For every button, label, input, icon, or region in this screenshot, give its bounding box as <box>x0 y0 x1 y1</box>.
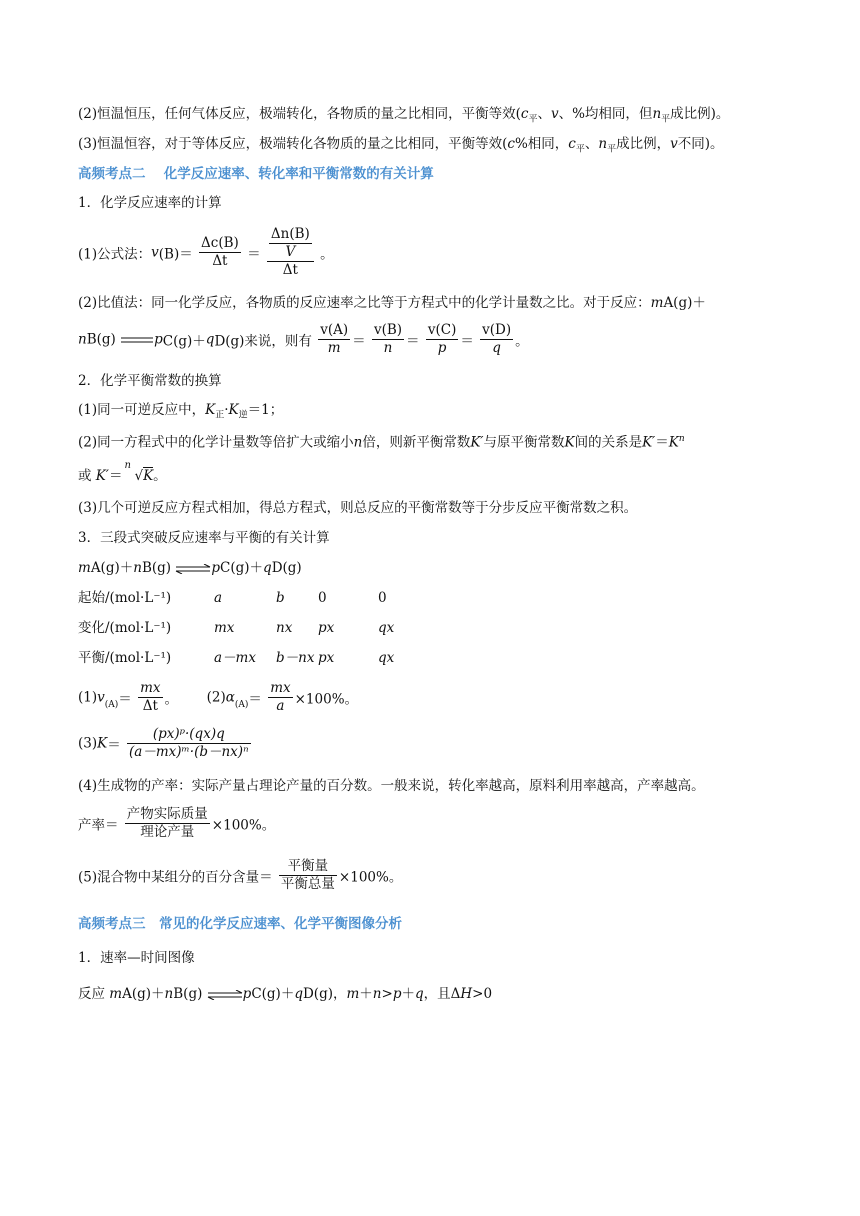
paragraph-constant-volume: (3)恒温恒容，对于等体反应，极端转化各物质的量之比相同，平衡等效(c%相同，$c_平$、$n_平$成比例，v不同)。 <box>78 136 724 155</box>
row-value: 0 <box>318 590 327 606</box>
row-value: mx <box>214 620 235 636</box>
paragraph-ratio-method: (2)比值法：同一化学反应，各物质的反应速率之比等于方程式中的化学计量数之比。对于反应：mA(g)＋ <box>78 295 706 311</box>
row-value: b－nx <box>276 650 315 666</box>
ratio-method-equation: nB(g) pC(g)＋qD(g)来说，则有 $\frac{v(A)}{m}$ ＝ $\frac{v(B)}{n}$ ＝ $\frac{v(C)}{p}$ ＝ $\frac{v(D)}{q}$ 。 <box>78 322 529 356</box>
section-heading-3: 高频考点三 常见的化学反应速率、化学平衡图像分析 <box>78 916 402 932</box>
fraction-vA-m: $\frac{v(A)}{m}$ <box>320 322 349 356</box>
row-label: 变化/(mol·L⁻¹) <box>78 620 172 636</box>
reversible-arrow-icon <box>207 990 243 1000</box>
paragraph-k-product: (1)同一可逆反应中，$K_正\cdot K_逆=1$； <box>78 402 284 421</box>
fraction-percent-content: $\frac{\text{平衡量}}{\text{平衡总量}}$ <box>280 858 335 892</box>
formula-percent-content: (5)混合物中某组分的百分含量＝ $\frac{\text{平衡量}}{\text{平衡总量}}$ ×100%。 <box>78 858 403 892</box>
paragraph-k-root: 或 K′＝ n √K。 <box>78 460 167 484</box>
row-value: a <box>214 590 223 606</box>
row-value: qx <box>378 620 395 636</box>
paragraph-k-sum: (3)几个可逆反应方程式相加，得总方程式，则总反应的平衡常数等于分步反应平衡常数之积。 <box>78 500 638 516</box>
formula-rate-definition: (1)公式法：v(B)＝ $\frac{\Delta c(B)}{\Delta t}$ ＝ $\frac{\frac{\Delta n(B)}{V}}{\Delta t}$ 。 <box>78 226 334 278</box>
row-value: qx <box>378 650 395 666</box>
fraction-mx-a: $\frac{mx}{a}$ <box>270 680 291 714</box>
formula-rate-and-conversion: $(1)v_{(A)}=$ $\frac{mx}{\Delta t}$ 。 $(2)\alpha_{(A)}=$ $\frac{mx}{a}$ ×100%。 <box>78 680 359 714</box>
fraction-vB-n: $\frac{v(B)}{n}$ <box>373 322 403 356</box>
row-value: a－mx <box>214 650 256 666</box>
section-heading-2: 高频考点二 化学反应速率、转化率和平衡常数的有关计算 <box>78 166 434 182</box>
fraction-mx-dt: $\frac{mx}{\Delta t}$ <box>140 680 161 714</box>
subheading-rate-calculation: 1．化学反应速率的计算 <box>78 195 222 211</box>
row-value: 0 <box>378 590 387 606</box>
row-label: 平衡/(mol·L⁻¹) <box>78 650 172 666</box>
subheading-rate-time-graph: 1．速率—时间图像 <box>78 950 195 966</box>
fraction-yield: $\frac{\text{产物实际质量}}{\text{理论产量}}$ <box>126 806 208 840</box>
row-value: px <box>318 650 335 666</box>
paragraph-yield: (4)生成物的产率：实际产量占理论产量的百分数。一般来说，转化率越高，原料利用率越高，产率越高。 <box>78 778 705 794</box>
fraction-vC-p: $\frac{v(C)}{p}$ <box>427 322 457 356</box>
subheading-three-stage: 3．三段式突破反应速率与平衡的有关计算 <box>78 530 330 546</box>
equilibrium-double-line <box>120 335 154 345</box>
paragraph-k-scaling: (2)同一方程式中的化学计量数等倍扩大或缩小n倍，则新平衡常数K′与原平衡常数K间的关系是$K'=K^n$ <box>78 434 685 451</box>
formula-equilibrium-constant: (3)K＝ $\frac{\text{(px)ᵖ·(qx)q}}{\text{(a－mx)ᵐ·(b－nx)ⁿ}}$ <box>78 726 249 760</box>
row-value: px <box>318 620 335 636</box>
reaction-condition-line: 反应 mA(g)＋nB(g) pC(g)＋qD(g)，m＋n>p＋q，且ΔH>0 <box>78 986 493 1002</box>
reversible-arrow-icon <box>175 564 211 574</box>
paragraph-constant-pressure: (2)恒温恒压，任何气体反应，极端转化，各物质的量之比相同，平衡等效($c_平$、v、%均相同，但$n_平$成比例)。 <box>78 106 730 125</box>
formula-yield: 产率＝ $\frac{\text{产物实际质量}}{\text{理论产量}}$ ×100%。 <box>78 806 276 840</box>
subheading-equilibrium-constant: 2．化学平衡常数的换算 <box>78 373 222 389</box>
fraction-vD-q: $\frac{v(D)}{q}$ <box>482 322 512 356</box>
row-label: 起始/(mol·L⁻¹) <box>78 590 172 606</box>
fraction-dc-dt: $\frac{\Delta c(B)}{\Delta t}$ <box>201 235 239 269</box>
fraction-dn-v-dt: $\frac{\frac{\Delta n(B)}{V}}{\Delta t}$ <box>267 226 314 279</box>
row-value: nx <box>276 620 293 636</box>
three-stage-equation: mA(g)＋nB(g) pC(g)＋qD(g) <box>78 560 302 576</box>
row-value: b <box>276 590 285 606</box>
fraction-k-expression: $\frac{\text{(px)ᵖ·(qx)q}}{\text{(a－mx)ᵐ·(b－nx)ⁿ}}$ <box>129 726 249 760</box>
